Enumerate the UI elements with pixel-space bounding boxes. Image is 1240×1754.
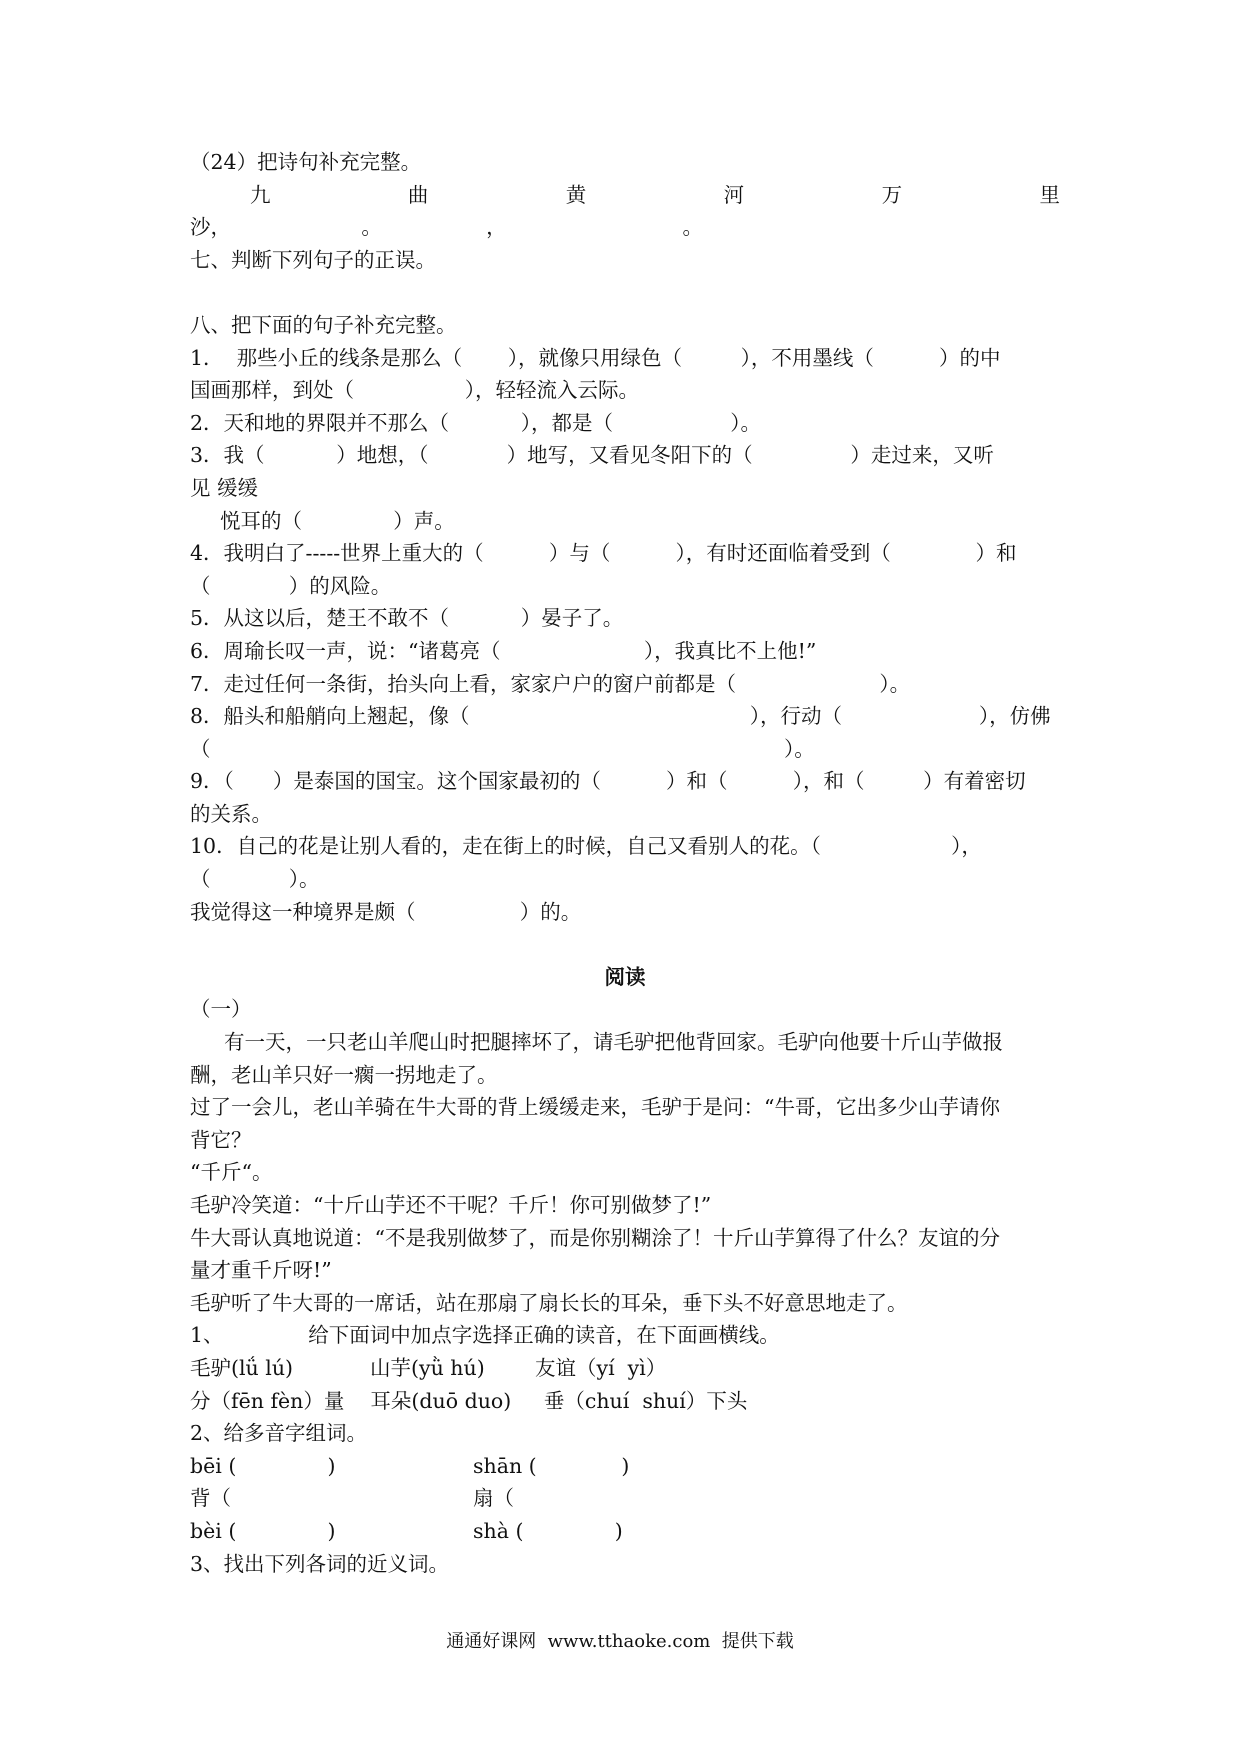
sentence-4b: （ ）的风险。 bbox=[190, 573, 392, 598]
pinyin-choice: 友谊（yí yì） bbox=[535, 1355, 667, 1380]
blank-line bbox=[190, 928, 1060, 961]
document-body bbox=[190, 146, 1060, 1580]
poem-line-2: 沙， 。 ， 。 bbox=[190, 215, 704, 240]
poem-word: 九 bbox=[250, 182, 271, 207]
passage-line: 量才重千斤呀!” bbox=[190, 1258, 332, 1283]
sentence-9b: 的关系。 bbox=[190, 801, 272, 826]
sentence-9a: 9．（ ）是泰国的国宝。这个国家最初的（ ）和（ ），和（ ）有着密切 bbox=[190, 769, 1026, 794]
passage-line: 过了一会儿，老山羊骑在牛大哥的背上缓缓走来，毛驴于是问：“牛哥，它出多少山芋请你 bbox=[190, 1095, 1000, 1120]
passage-line: 有一天，一只老山羊爬山时把腿摔坏了，请毛驴把他背回家。毛驴向他要十斤山芋做报 bbox=[224, 1030, 1003, 1055]
sentence-3a: 3．我（ ）地想，（ ）地写，又看见冬阳下的（ ）走过来，又听 bbox=[190, 443, 994, 468]
sentence-3c: 悦耳的（ ）声。 bbox=[220, 508, 455, 533]
page-footer: 通通好课网 www.tthaoke.com 提供下载 bbox=[446, 1631, 794, 1652]
sentence-1b: 国画那样，到处（ ），轻轻流入云际。 bbox=[190, 378, 640, 403]
sentence-8b: （ ）。 bbox=[190, 736, 815, 761]
question-24: （24）把诗句补充完整。 bbox=[190, 150, 422, 174]
reading-title: 阅读 bbox=[604, 964, 646, 989]
poem-line-1 bbox=[190, 179, 1060, 212]
pinyin-choice: 山芋(yǜ hú) bbox=[370, 1355, 485, 1380]
polyphone-row-1 bbox=[190, 1450, 1060, 1483]
sentence-4a: 4．我明白了-----世界上重大的（ ）与（ ），有时还面临着受到（ ）和 bbox=[190, 541, 1017, 566]
polyphone-row-3 bbox=[190, 1515, 1060, 1548]
reading-part-1: （一） bbox=[190, 997, 252, 1022]
sentence-6: 6．周瑜长叹一声，说：“诸葛亮（ ），我真比不上他!” bbox=[190, 638, 817, 663]
section-8-heading: 八、把下面的句子补充完整。 bbox=[190, 312, 457, 337]
section-7-heading: 七、判断下列句子的正误。 bbox=[190, 247, 436, 272]
polyphone-blank: shān ( ) bbox=[473, 1453, 630, 1478]
polyphone-blank: bēi ( ) bbox=[190, 1453, 336, 1478]
reading-question-3: 3、找出下列各词的近义词。 bbox=[190, 1551, 450, 1576]
sentence-5: 5．从这以后，楚王不敢不（ ）晏子了。 bbox=[190, 606, 624, 631]
polyphone-char: 背（ bbox=[190, 1486, 231, 1511]
polyphone-blank: shà ( ) bbox=[473, 1518, 623, 1543]
pinyin-choices-b: 分（fēn fèn）量 耳朵(duō duo) 垂（chuí shuí）下头 bbox=[190, 1388, 748, 1413]
pinyin-choices-a bbox=[190, 1352, 1060, 1385]
reading-question-1: 1、 给下面词中加点字选择正确的读音，在下面画横线。 bbox=[190, 1323, 780, 1348]
sentence-8a: 8．船头和船艄向上翘起，像（ ），行动（ ），仿佛 bbox=[190, 704, 1051, 729]
pinyin-choice: 毛驴(lǘ lú) bbox=[190, 1355, 294, 1380]
passage-line: 背它？ bbox=[190, 1127, 252, 1152]
passage-line: 酬，老山羊只好一瘸一拐地走了。 bbox=[190, 1062, 498, 1087]
sentence-1a: 1． 那些小丘的线条是那么（ ），就像只用绿色（ ），不用墨线（ ）的中 bbox=[190, 345, 1001, 370]
poem-word: 河 bbox=[723, 182, 745, 207]
poem-word: 曲 bbox=[407, 182, 429, 207]
sentence-3b: 见 缓缓 bbox=[190, 475, 259, 500]
reading-question-2: 2、给多音字组词。 bbox=[190, 1421, 368, 1446]
sentence-10a: 10．自己的花是让别人看的，走在街上的时候，自己又看别人的花。（ ）， bbox=[190, 834, 982, 859]
passage-line: 牛大哥认真地说道：“不是我别做梦了，而是你别糊涂了！十斤山芋算得了什么？友谊的分 bbox=[190, 1225, 1000, 1250]
sentence-7: 7．走过任何一条街，抬头向上看，家家户户的窗户前都是（ ）。 bbox=[190, 671, 911, 696]
passage-line: 毛驴冷笑道：“十斤山芋还不干呢？千斤！你可别做梦了!” bbox=[190, 1193, 712, 1217]
poem-word: 黄 bbox=[565, 182, 587, 207]
polyphone-char: 扇（ bbox=[473, 1486, 514, 1511]
sentence-2: 2．天和地的界限并不那么（ ），都是（ ）。 bbox=[190, 410, 762, 435]
sentence-10b: （ ）。 bbox=[190, 867, 320, 892]
sentence-10c: 我觉得这一种境界是颇（ ）的。 bbox=[190, 899, 582, 924]
blank-line bbox=[190, 276, 1060, 309]
poem-word: 万 bbox=[881, 182, 903, 207]
passage-line: “千斤“。 bbox=[190, 1160, 273, 1185]
polyphone-row-2 bbox=[190, 1482, 1060, 1515]
poem-word: 里 bbox=[1039, 182, 1060, 207]
passage-line: 毛驴听了牛大哥的一席话，站在那扇了扇长长的耳朵，垂下头不好意思地走了。 bbox=[190, 1290, 908, 1315]
polyphone-blank: bèi ( ) bbox=[190, 1518, 336, 1543]
